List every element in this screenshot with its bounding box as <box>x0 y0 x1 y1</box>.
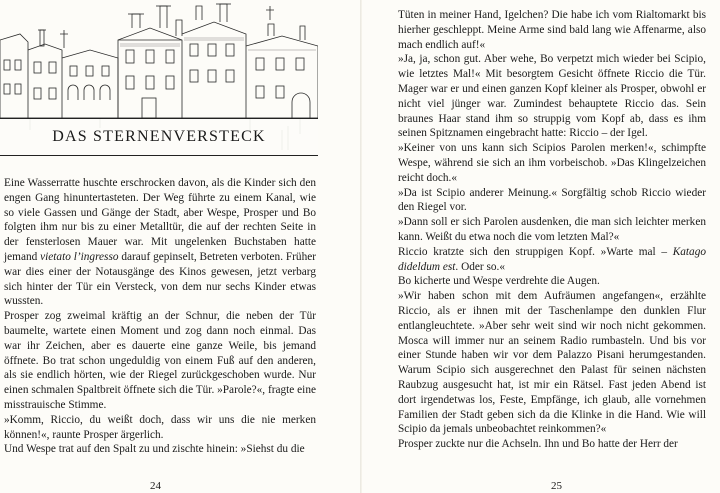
paragraph: Tüten in meiner Hand, Igelchen? Die habe ich vom Rialtomarkt bis hierher geschleppt. Meine Arme sind bald lang wie Affenarme, also mach endlich auf!« <box>398 9 706 51</box>
paragraph: »Da ist Scipio anderer Meinung.« Sorgfältig schob Riccio wieder den Riegel vor. <box>398 186 706 214</box>
paragraph: »Wir haben schon mit dem Aufräumen angefangen«, erzählte Riccio, als er ihnen mit der Taschenlampe den dunklen Flur entlangleuchtete. »Aber sehr weit sind wir noch nicht gekommen. Mosca will immer nur an seinem Radio rumbasteln. Und bis vor einer Stunde haben wir vor dem Palazzo Pisani herumgestanden. Warum Scipio sich ausgerechnet den Palast für seinen nächsten Raubzug ausgesucht hat, ist mir ein Rätsel. Fast jeden Abend ist dort irgendetwas los, Feste, Empfänge, ich glaub, alle vornehmen Familien der Stadt geben sich da die Klinke in die Hand. Wie will Scipio da jemals unbeobachtet reinkommen?« <box>398 290 706 436</box>
paragraph: »Dann soll er sich Parolen ausdenken, die man sich leichter merken kann. Weißt du etwa noch die vom letzten Mal?« <box>398 216 706 243</box>
left-page-body <box>4 176 316 457</box>
right-page <box>362 0 720 493</box>
paragraph: Und Wespe trat auf den Spalt zu und zischte hinein: »Siehst du die <box>4 443 305 456</box>
right-page-body <box>398 8 706 452</box>
page-number-left: 24 <box>150 480 161 492</box>
page-number-right: 25 <box>551 480 562 492</box>
paragraph: »Keiner von uns kann sich Scipios Parolen merken!«, schimpfte Wespe, während sie sich an ihm vorbeischob. »Das Klingelzeichen reicht doch.« <box>398 142 706 184</box>
paragraph: Prosper zog zweimal kräftig an der Schnur, die neben der Tür baumelte, wartete einen Moment und zog dann noch einmal. Das war ihr Zeichen, aber es dauerte eine ganze Weile, bis jemand öffnete. Bo trat schon ungeduldig von einem Fuß auf den anderen, als sie endlich hörten, wie der Riegel zurückgeschoben wurde. Nur einen schmalen Spaltbreit öffnete sich die Tür. »Parole?«, fragte eine misstrauische Stimme. <box>4 310 316 411</box>
paragraph: »Ja, ja, schon gut. Aber wehe, Bo verpetzt mich wieder bei Scipio, wie letztes Mal!« Mit besorgtem Gesicht öffnete Riccio die Tür. Mager war er und einen ganzen Kopf kleiner als Prosper, obwohl er nicht viel jünger war. Zumindest behauptete Riccio das. Sein braunes Haar stand ihm so struppig vom Kopf ab, dass es ihm seinen Spitznamen eingebracht hatte: Riccio – der Igel. <box>398 53 706 140</box>
paragraph: Bo kicherte und Wespe verdrehte die Augen. <box>398 275 600 288</box>
paragraph: Riccio kratzte sich den struppigen Kopf. »Warte mal – Katago dideldum est. Oder so.« <box>398 245 706 273</box>
paragraph: Eine Wasserratte huschte erschrocken davon, als die Kinder sich den engen Gang hinuntertasteten. Der Weg führte zu einem Kanal, wie so viele Gassen und Gänge der Stadt, aber Wespe, Prosper und Bo folgten ihm nur bis zu einer Metalltür, die auf der rechten Seite in der fensterlosen Mauer war. Mit ungelenken Buchstaben hatte jemand vietato l’ingresso darauf gepinselt, Betreten verboten. Früher war dies einer der Notausgänge des Kinos gewesen, jetzt verbarg sich hinter der Tür ein Versteck, von dem nur sechs Kinder etwas wussten. <box>4 177 316 308</box>
chapter-title: DAS STERNENVERSTECK <box>0 118 318 156</box>
paragraph: Prosper zuckte nur die Achseln. Ihn und Bo hatte der Herr der <box>398 438 678 451</box>
paragraph: »Komm, Riccio, du weißt doch, dass wir uns die nie merken können!«, raunte Prosper ärgerlich. <box>4 413 316 441</box>
